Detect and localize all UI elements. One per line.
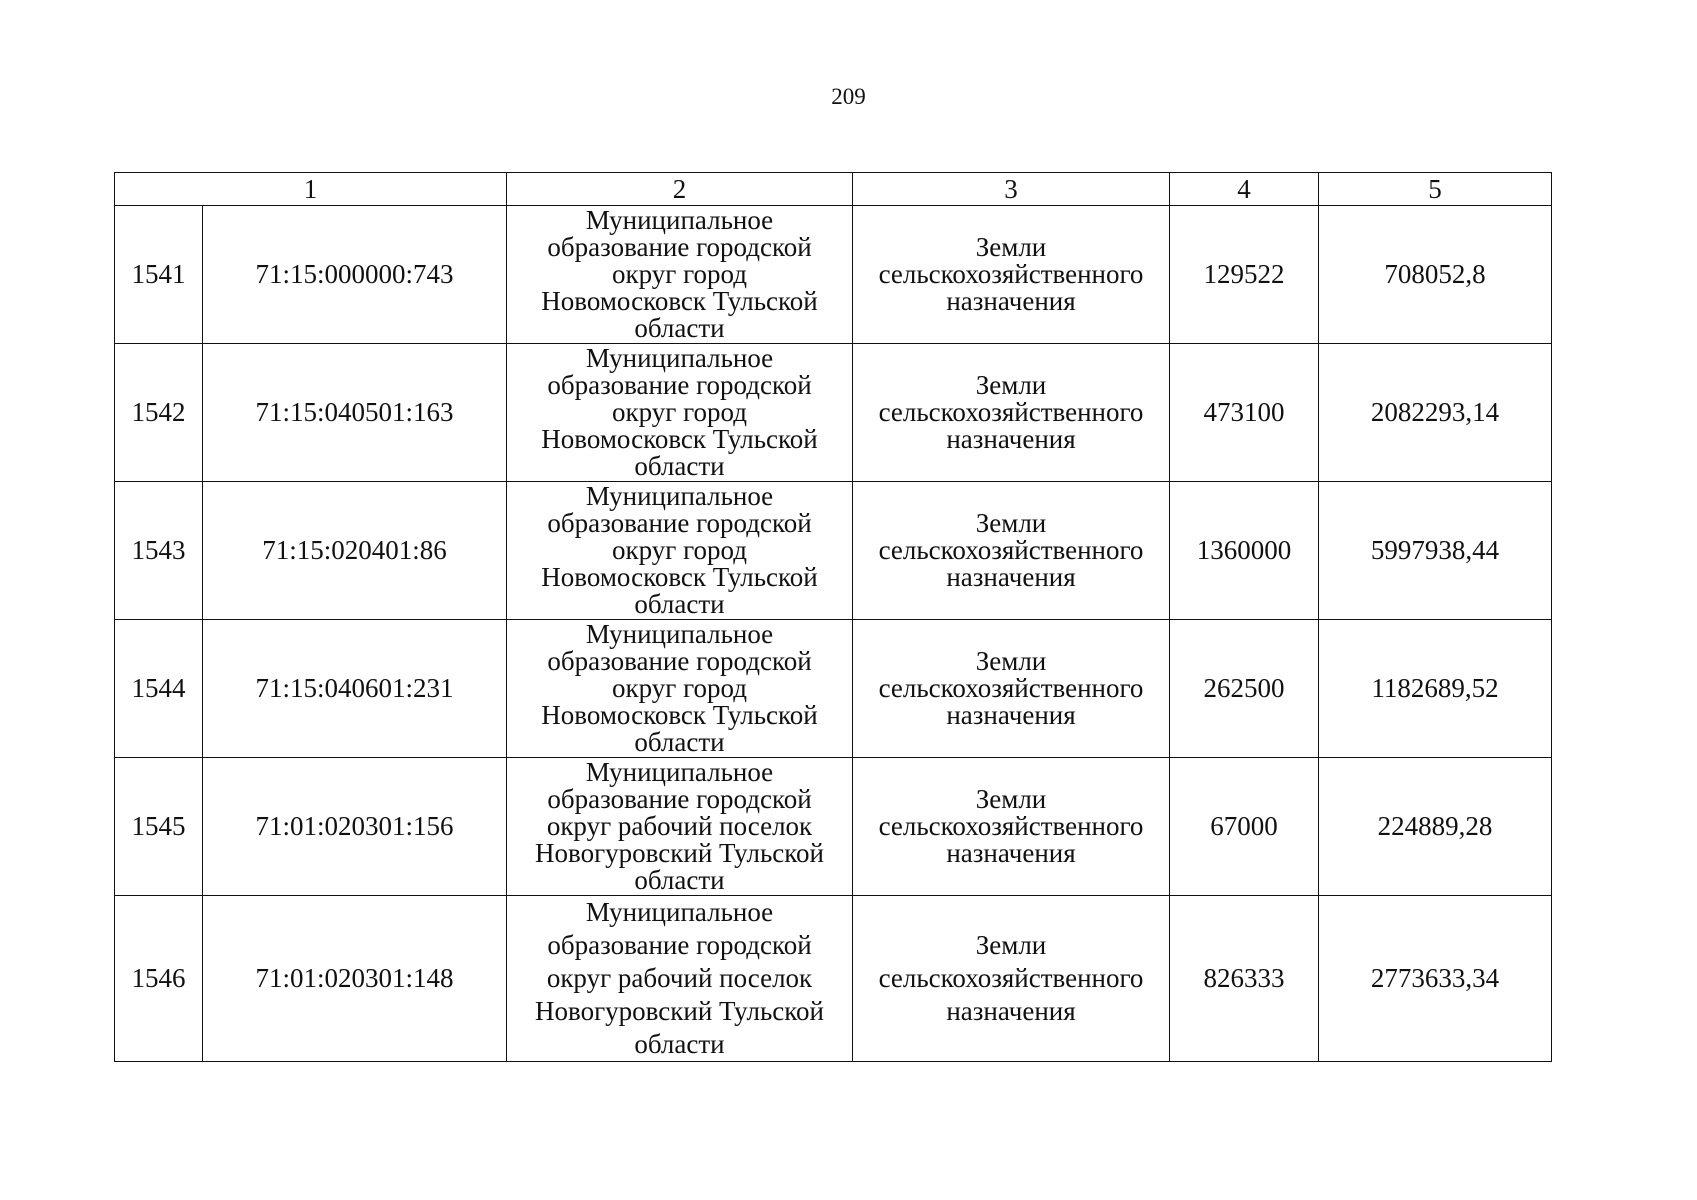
owner-line: Муниципальное [585,481,774,511]
category-line: Земли [975,930,1047,960]
header-row [115,173,1552,206]
category-line: сельскохозяйственного [878,535,1144,565]
category-line: назначения [946,700,1076,730]
category-cell [853,482,1170,620]
owner-line: Муниципальное [585,897,774,927]
cadastral-value: 2082293,14 [1319,344,1552,482]
cadastral-value: 2773633,34 [1319,896,1552,1062]
category-line: назначения [946,286,1076,316]
owner-line: округ город [612,535,747,565]
owner-line: образование городской [547,784,812,814]
cadastral-number: 71:15:040601:231 [203,620,507,758]
category-line: назначения [946,562,1076,592]
table-row [115,620,1552,758]
header-col-2: 2 [507,173,853,206]
owner-cell [507,206,853,344]
category-line: сельскохозяйственного [878,963,1144,993]
row-number: 1544 [115,620,203,758]
owner-line: Муниципальное [585,205,774,235]
owner-cell [507,758,853,896]
owner-cell [507,620,853,758]
row-number: 1546 [115,896,203,1062]
owner-line: области [634,451,725,481]
owner-line: образование городской [547,646,812,676]
category-line: Земли [975,784,1047,814]
owner-line: Новогуровский Тульской [535,996,824,1026]
category-cell [853,206,1170,344]
owner-line: округ рабочий поселок [546,963,813,993]
land-registry-table [114,172,1552,1062]
owner-line: образование городской [547,370,812,400]
owner-cell [507,896,853,1062]
owner-line: округ рабочий поселок [546,811,813,841]
owner-line: Новомосковск Тульской [541,562,818,592]
cadastral-value: 5997938,44 [1319,482,1552,620]
row-number: 1541 [115,206,203,344]
owner-line: области [634,865,725,895]
owner-line: области [634,313,725,343]
owner-line: Новогуровский Тульской [535,838,824,868]
cadastral-value: 708052,8 [1319,206,1552,344]
table-row [115,896,1552,1062]
cadastral-value: 1182689,52 [1319,620,1552,758]
table-row [115,758,1552,896]
cadastral-number: 71:15:020401:86 [203,482,507,620]
category-cell [853,620,1170,758]
cadastral-number: 71:15:000000:743 [203,206,507,344]
category-line: Земли [975,232,1047,262]
category-line: сельскохозяйственного [878,673,1144,703]
row-number: 1543 [115,482,203,620]
category-line: Земли [975,370,1047,400]
category-cell [853,344,1170,482]
row-number: 1545 [115,758,203,896]
owner-line: образование городской [547,232,812,262]
table-row [115,206,1552,344]
owner-line: области [634,727,725,757]
row-number: 1542 [115,344,203,482]
area-value: 129522 [1170,206,1319,344]
category-line: сельскохозяйственного [878,259,1144,289]
category-line: Земли [975,508,1047,538]
header-col-1: 1 [115,173,507,206]
owner-line: Муниципальное [585,757,774,787]
header-col-5: 5 [1319,173,1552,206]
owner-line: Новомосковск Тульской [541,286,818,316]
owner-cell [507,482,853,620]
owner-cell [507,344,853,482]
owner-line: Муниципальное [585,619,774,649]
category-cell [853,896,1170,1062]
category-line: сельскохозяйственного [878,397,1144,427]
cadastral-number: 71:01:020301:148 [203,896,507,1062]
owner-line: области [634,589,725,619]
category-line: сельскохозяйственного [878,811,1144,841]
area-value: 826333 [1170,896,1319,1062]
area-value: 262500 [1170,620,1319,758]
cadastral-number: 71:01:020301:156 [203,758,507,896]
area-value: 67000 [1170,758,1319,896]
area-value: 1360000 [1170,482,1319,620]
owner-line: округ город [612,397,747,427]
owner-line: Муниципальное [585,343,774,373]
category-line: назначения [946,424,1076,454]
header-col-3: 3 [853,173,1170,206]
category-line: назначения [946,838,1076,868]
category-line: Земли [975,646,1047,676]
table-body [115,206,1552,1062]
category-cell [853,758,1170,896]
table-row [115,344,1552,482]
header-col-4: 4 [1170,173,1319,206]
cadastral-number: 71:15:040501:163 [203,344,507,482]
owner-line: Новомосковск Тульской [541,700,818,730]
owner-line: области [634,1029,725,1059]
area-value: 473100 [1170,344,1319,482]
cadastral-value: 224889,28 [1319,758,1552,896]
owner-line: Новомосковск Тульской [541,424,818,454]
page-number: 209 [831,84,866,109]
owner-line: образование городской [547,508,812,538]
table-row [115,482,1552,620]
category-line: назначения [946,996,1076,1026]
owner-line: округ город [612,673,747,703]
owner-line: округ город [612,259,747,289]
owner-line: образование городской [547,930,812,960]
